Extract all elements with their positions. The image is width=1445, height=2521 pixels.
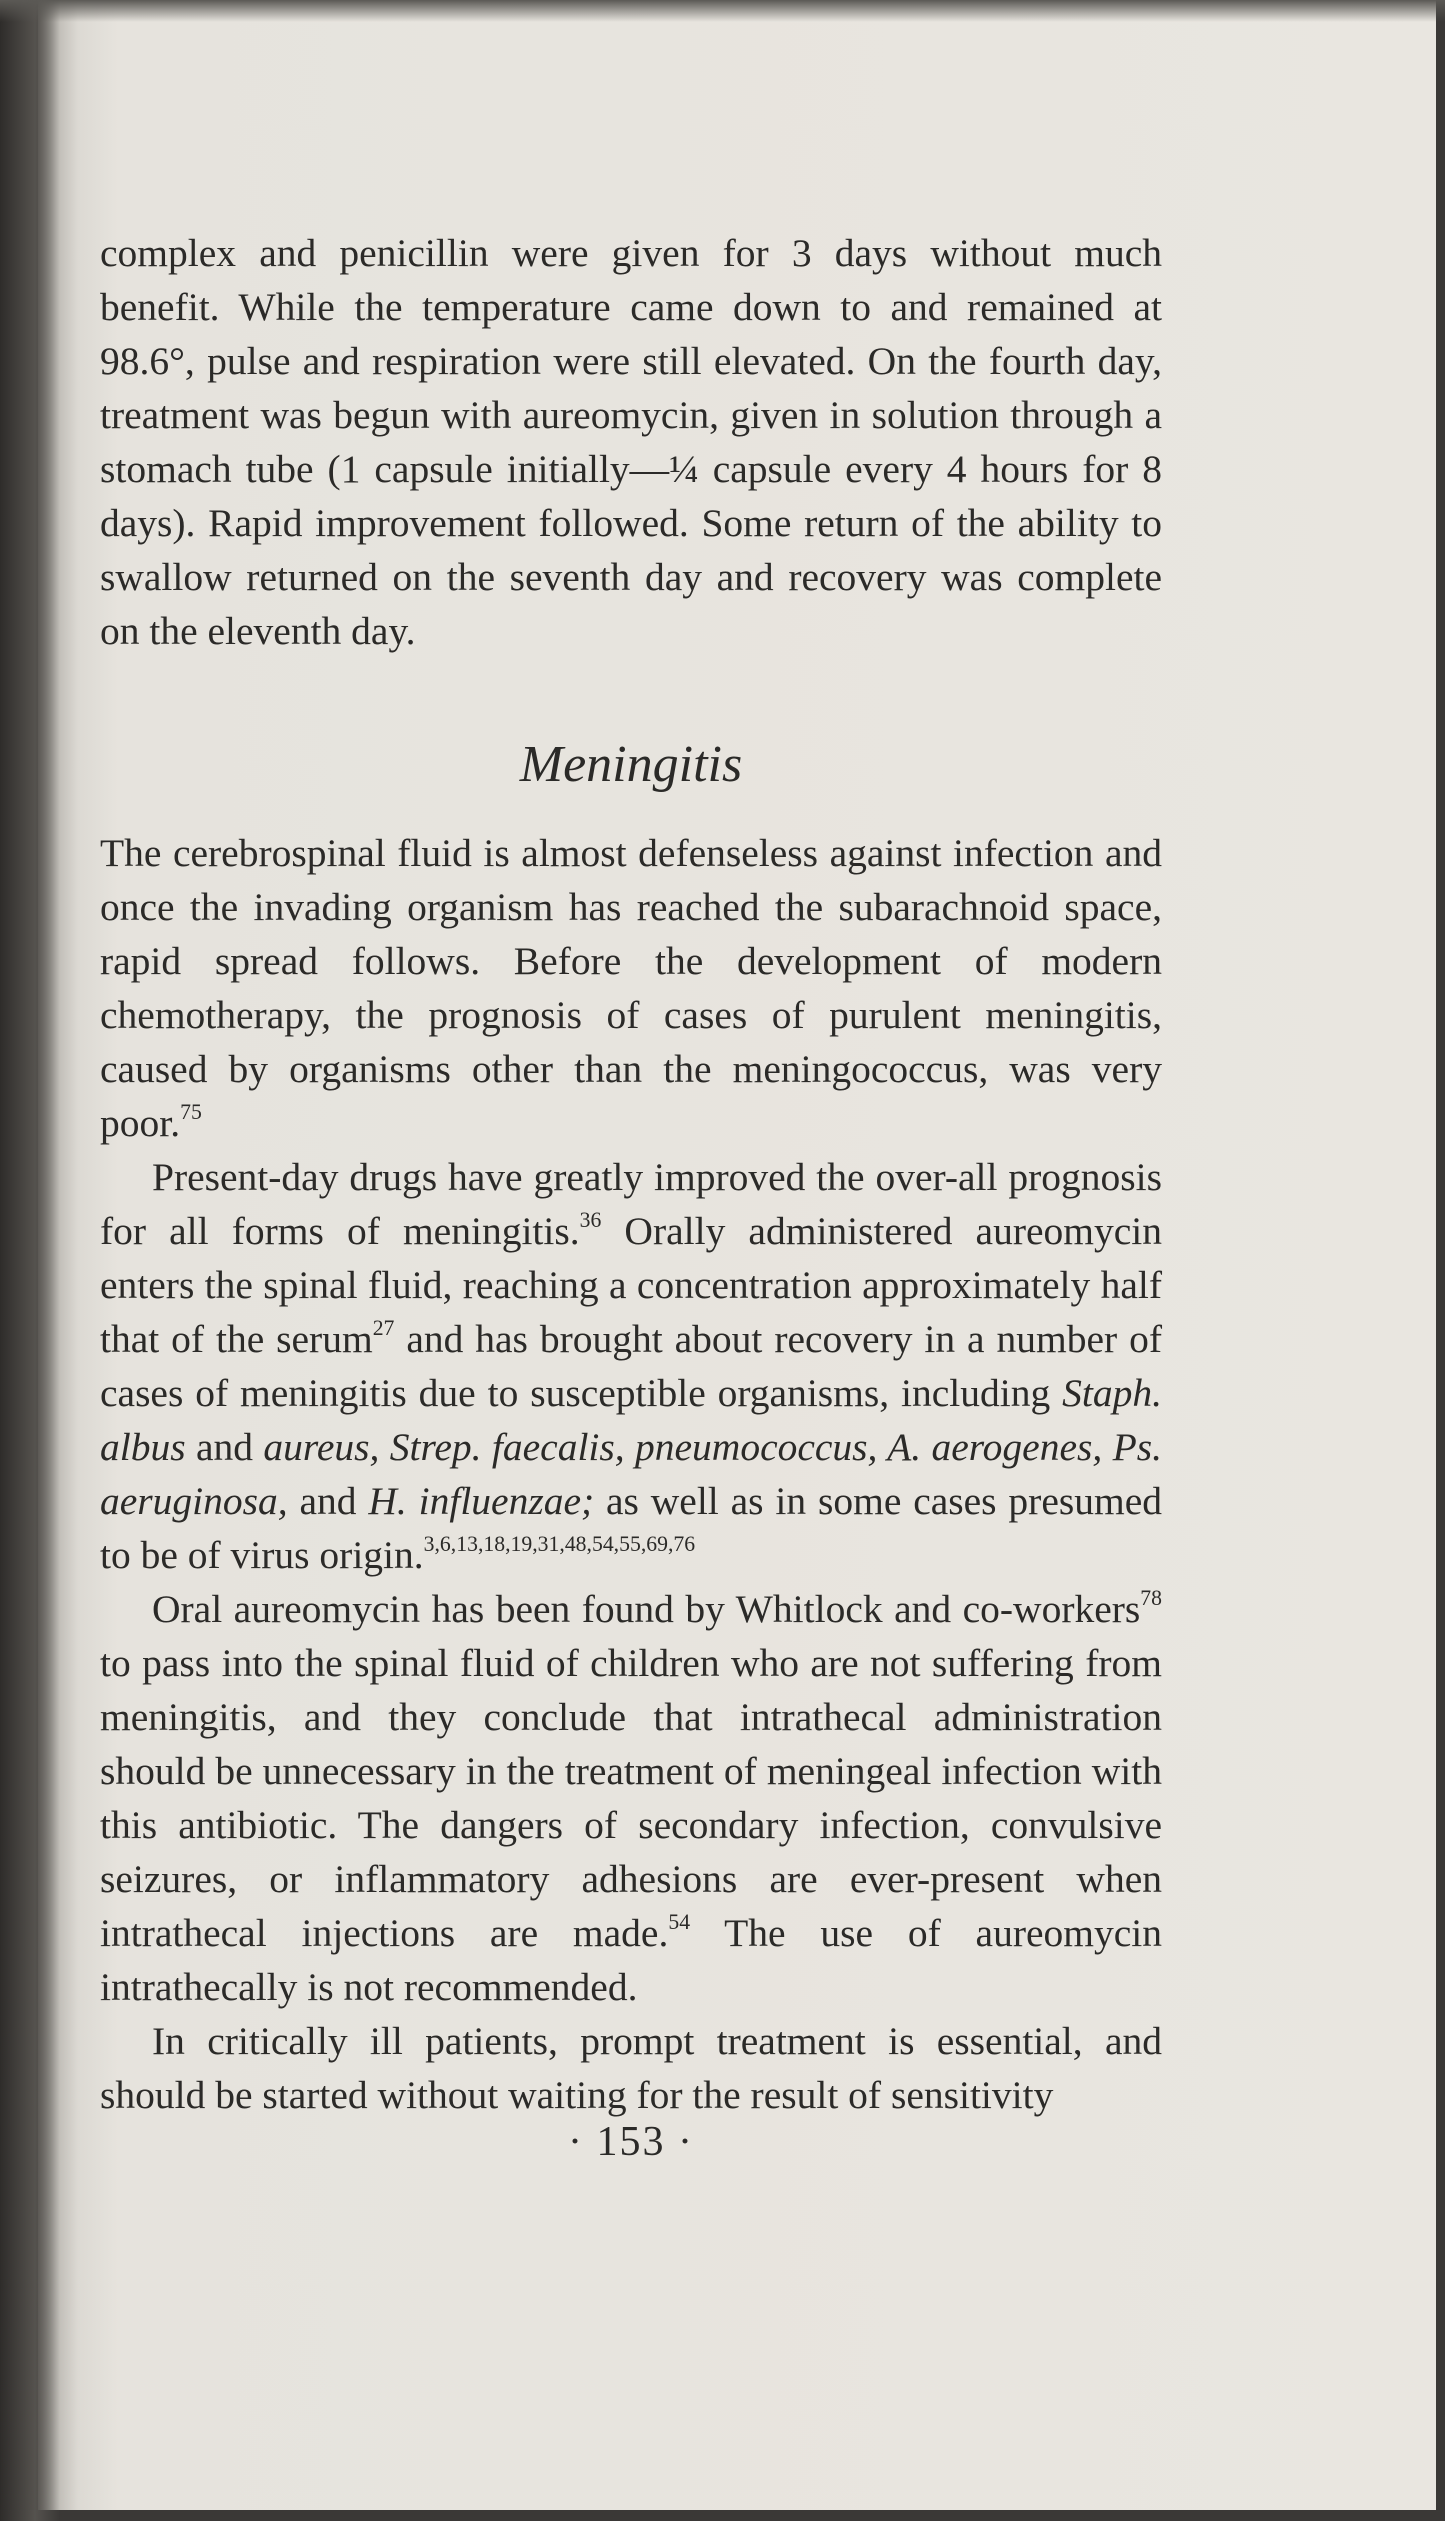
paragraph-text: complex and penicillin were given for 3 days without much benefit. While the temperature came down to and remained at 98.6°, pulse and respiration were still elevated. On the fourth day, treatment was begun with aureomycin, given in solution through a stomach tube (1 capsule initially—¼ capsule every 4 hours for 8 days). Rapid improvement followed. Some return of the ability to swallow returned on the seventh day and recovery was complete on the eleventh day.	[100, 231, 1162, 653]
section-heading: Meningitis	[519, 736, 743, 793]
text-run: and has brought about recovery in a number of cases of meningitis due to susceptible organisms, including	[100, 1317, 1162, 1415]
page-number: · 153 ·	[568, 2119, 694, 2165]
organism-names: aureus, Strep. faecalis, pneumococcus, A. aerogenes, Ps. aeruginosa,	[100, 1425, 1162, 1523]
organism-name: Staph. albus	[100, 1371, 1162, 1469]
footnote-ref: 78	[1140, 1585, 1162, 1610]
footnote-ref: 75	[180, 1099, 202, 1124]
text-run: Present-day drugs have greatly improved the over-all prognosis for all forms of meningitis.	[100, 1155, 1162, 1253]
book-spine-shadow	[0, 0, 60, 2521]
text-run: Orally administered aureomycin enters the spinal fluid, reaching a concentration approximately half that of the serum	[100, 1209, 1162, 1361]
text-run: In critically ill patients, prompt treatment is essential, and should be started without waiting for the result of sensitivity	[100, 2019, 1162, 2117]
text-run: and	[287, 1479, 369, 1523]
text-run: Oral aureomycin has been found by Whitlock and co-workers	[152, 1587, 1141, 1631]
continued-paragraph	[100, 226, 1162, 658]
text-run: The use of aureomycin intrathecally is not recommended.	[100, 1911, 1162, 2009]
section-body	[100, 826, 1162, 2122]
paragraph-2	[100, 1150, 1162, 1582]
paragraph-1-text: The cerebrospinal fluid is almost defenseless against infection and once the invading organism has reached the subarachnoid space, rapid spread follows. Before the development of modern chemotherapy, the prognosis of cases of purulent meningitis, caused by organisms other than the meningococcus, was very poor.	[100, 831, 1162, 1145]
organism-name: H. influenzae;	[368, 1479, 595, 1523]
paragraph-1	[100, 826, 1162, 1150]
footnote-ref: 54	[668, 1909, 691, 1934]
footnote-ref: 3,6,13,18,19,31,48,54,55,69,76	[423, 1531, 696, 1556]
page-top-shadow	[0, 0, 1445, 22]
text-run: and	[185, 1425, 264, 1469]
footnote-ref: 36	[579, 1207, 602, 1232]
text-run: as well as in some cases presumed to be of virus origin.	[100, 1479, 1162, 1577]
paragraph-4	[100, 2014, 1162, 2122]
footnote-ref: 27	[372, 1315, 395, 1340]
paragraph-3	[100, 1582, 1162, 2014]
text-run: to pass into the spinal fluid of children who are not suffering from meningitis, and they conclude that intrathecal administration should be unnecessary in the treatment of meningeal infection with this antibiotic. The dangers of secondary infection, convulsive seizures, or inflammatory adhesions are ever-present when intrathecal injections are made.	[100, 1641, 1162, 1955]
